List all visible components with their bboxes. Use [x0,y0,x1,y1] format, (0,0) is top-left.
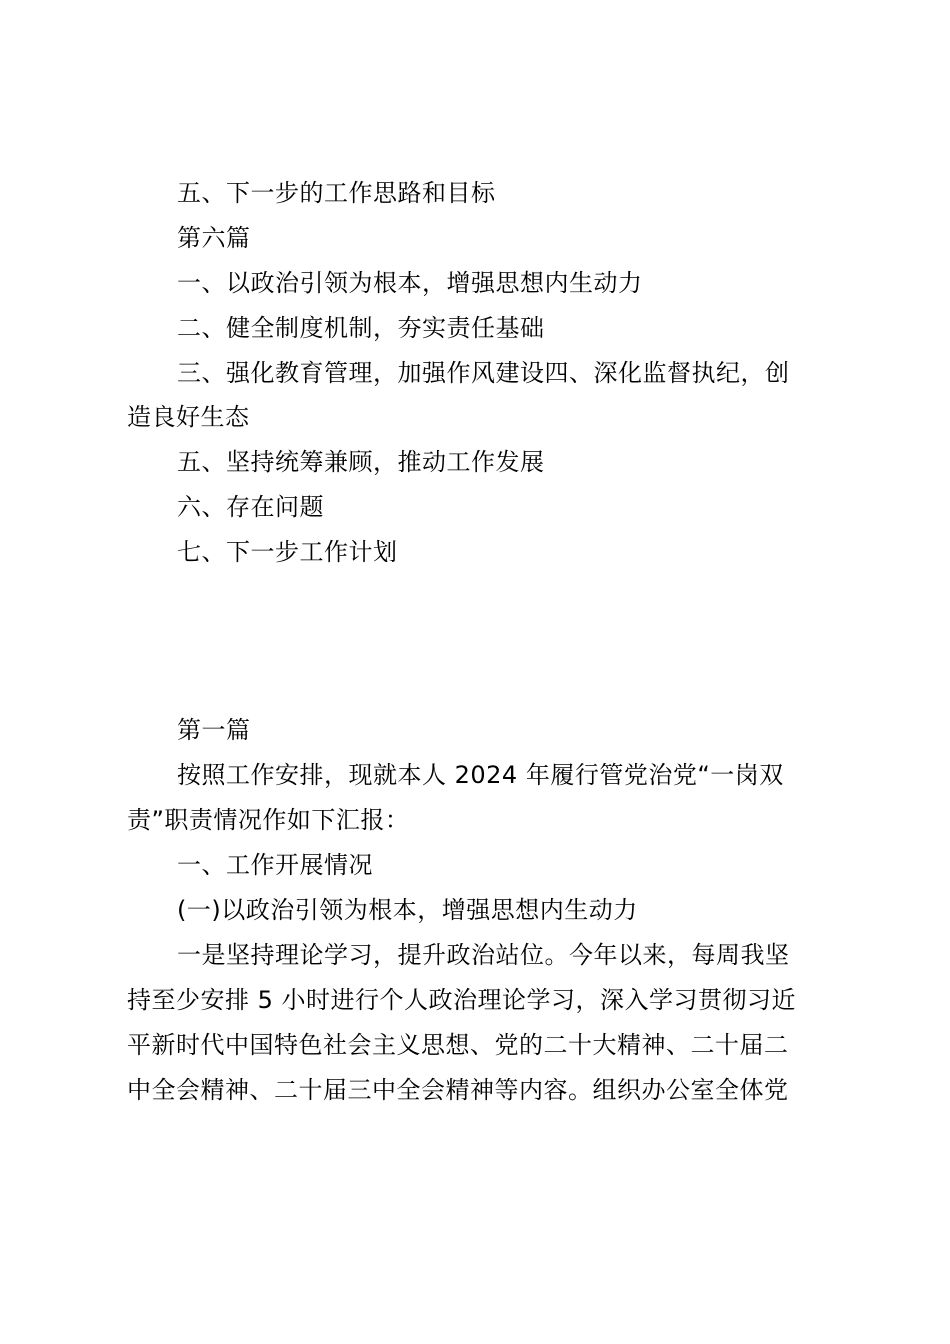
article-intro-continuation: 责”职责情况作如下汇报： [127,806,410,834]
toc-item-continuation: 造良好生态 [127,403,250,431]
body-line: 平新时代中国特色社会主义思想、党的二十大精神、二十届二 [127,1031,789,1059]
article-intro: 按照工作安排，现就本人 2024 年履行管党治党“一岗双 [177,761,784,789]
article-title: 第一篇 [177,716,251,744]
body-line: 中全会精神、二十届三中全会精神等内容。组织办公室全体党 [127,1076,789,1104]
toc-item: 六、存在问题 [177,493,324,521]
toc-item: 一、以政治引领为根本，增强思想内生动力 [177,269,643,297]
toc-item-next-steps: 五、下一步的工作思路和目标 [177,179,496,207]
toc-item: 二、健全制度机制，夯实责任基础 [177,314,545,342]
toc-item: 七、下一步工作计划 [177,538,398,566]
body-line: 一是坚持理论学习，提升政治站位。今年以来，每周我坚 [177,941,790,969]
body-line: 持至少安排 5 小时进行个人政治理论学习，深入学习贯彻习近 [127,986,797,1014]
toc-item: 三、强化教育管理，加强作风建设四、深化监督执纪，创 [177,359,790,387]
article-subheading: (一)以政治引领为根本，增强思想内生动力 [177,896,638,924]
article-heading: 一、工作开展情况 [177,851,373,879]
section-6-title: 第六篇 [177,224,251,252]
toc-item: 五、坚持统筹兼顾，推动工作发展 [177,448,545,476]
